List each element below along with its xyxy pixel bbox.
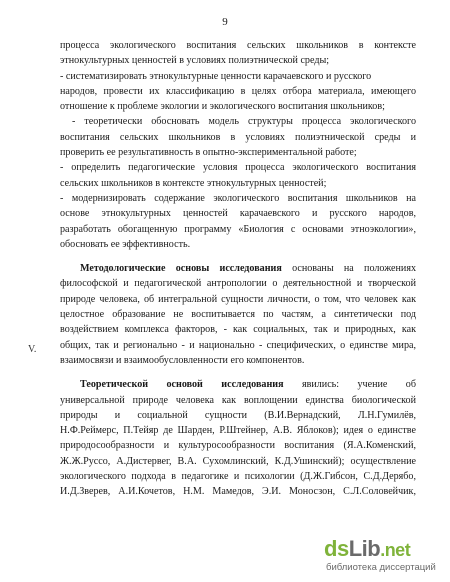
text-line [60, 130, 416, 145]
line-text: основе этнокультурных ценностей карачаевского и русского народов, [60, 208, 416, 220]
line-text: процесса экологического воспитания сельских школьников в контексте [60, 40, 416, 51]
paragraph-gap [60, 252, 416, 261]
line-text: явились: учение об [283, 379, 416, 391]
text-line [60, 160, 416, 175]
text-line [60, 454, 416, 469]
margin-mark: V. [28, 344, 37, 355]
line-text: - систематизировать этнокультурные ценности карачаевского и русского [60, 70, 372, 82]
line-text: основаны на положениях [281, 263, 416, 275]
text-line [60, 276, 416, 291]
line-text: воздействием комплекса факторов, - как социальных, так и природных, как [60, 324, 416, 336]
paragraph-gap [60, 368, 416, 377]
bold-heading: Теоретической основой исследования [80, 379, 284, 391]
watermark-logo-net: .net [380, 540, 411, 560]
text-line [60, 114, 416, 129]
text-line [60, 423, 416, 438]
text-line [60, 222, 416, 237]
text-line [60, 322, 416, 337]
text-line [60, 353, 416, 368]
page-number: 9 [222, 16, 228, 28]
line-text: экологического подхода в педагогике и психологии (Д.Ж.Гибсон, С.Д.Дерябо, [60, 471, 416, 483]
line-text: сельских школьников в контексте этнокультурных ценностей; [60, 177, 327, 189]
text-line [60, 99, 416, 114]
text-line [60, 484, 416, 499]
line-text: воспитания сельских школьников в условиях полиэтнической среды и [60, 131, 416, 143]
line-text: универсальной природе человека как воплощении единства биологической [60, 394, 416, 406]
line-text: взаимосвязи и взаимообусловленности его компонентов. [60, 354, 305, 366]
watermark-logo-ds: ds [324, 536, 349, 561]
text-line [60, 469, 416, 484]
text-line [60, 408, 416, 423]
text-line [60, 438, 416, 453]
line-text: обосновать ее эффективность. [60, 238, 191, 250]
text-line [60, 84, 416, 99]
text-line [60, 292, 416, 307]
bold-heading: Методологические основы исследования [80, 263, 282, 275]
line-text: - модернизировать содержание экологического воспитания школьников на [60, 192, 416, 204]
line-text: этнокультурных ценностей в условиях полиэтнической среды; [60, 55, 330, 67]
text-line [60, 191, 416, 206]
line-text: природе человека, об интегральной сущности личности, о том, что человек как [60, 293, 416, 305]
text-line [60, 261, 416, 276]
line-text: И.Д.Зверев, А.И.Кочетов, Н.М. Мамедов, Э.И. Моносзон, С.Л.Соловейчик, [60, 486, 416, 498]
text-line [60, 176, 416, 191]
text-line [60, 307, 416, 322]
text-line [60, 69, 416, 84]
watermark-caption: библиотека диссертаций [326, 562, 436, 573]
line-text: разработать обогащенную программу «Биология с основами этноэкологии», [60, 223, 416, 235]
line-text: - определить педагогические условия процесса экологического воспитания [60, 162, 416, 174]
line-text: отношение к проблеме экологии и экологического воспитания школьников; [60, 101, 385, 113]
line-text: Ж.Ж.Руссо, А.Дистервег, В.А. Сухомлинский, К.Д.Ушинский); осуществление [60, 455, 416, 467]
line-text: Н.Ф.Реймерс, П.Тейяр де Шарден, Р.Штейнер, А.В. Яблоков); идея о единстве [60, 425, 416, 437]
line-text: философской и педагогической антропологии о деятельностной и творческой [60, 278, 416, 290]
text-line [60, 53, 416, 68]
line-text: народов, провести их классификацию в целях отбора материала, имеющего [60, 85, 416, 97]
text-line [60, 38, 416, 53]
text-line [60, 237, 416, 252]
line-text: природы и социальной сущности (В.И.Вернадский, Л.Н.Гумилёв, [60, 409, 416, 421]
text-line [60, 145, 416, 160]
watermark [324, 536, 442, 576]
line-text: проверить ее результативность в опытно-экспериментальной работе; [60, 147, 357, 159]
watermark-logo [324, 536, 410, 562]
line-text: целостное образование не воспитывается по частям, а синтетически под [60, 309, 416, 321]
text-line [60, 393, 416, 408]
line-text: - теоретически обосновать модель структуры процесса экологического [72, 116, 416, 128]
line-text: природосообразности и культуросообразности воспитания (Я.А.Коменский, [60, 440, 416, 452]
text-line [60, 338, 416, 353]
body-text [60, 38, 416, 500]
text-line [60, 377, 416, 392]
watermark-logo-lib: Lib [348, 536, 381, 561]
text-line [60, 206, 416, 221]
line-text: общих, так и регионально - и национально - специфических, о единстве мира, [60, 339, 416, 351]
